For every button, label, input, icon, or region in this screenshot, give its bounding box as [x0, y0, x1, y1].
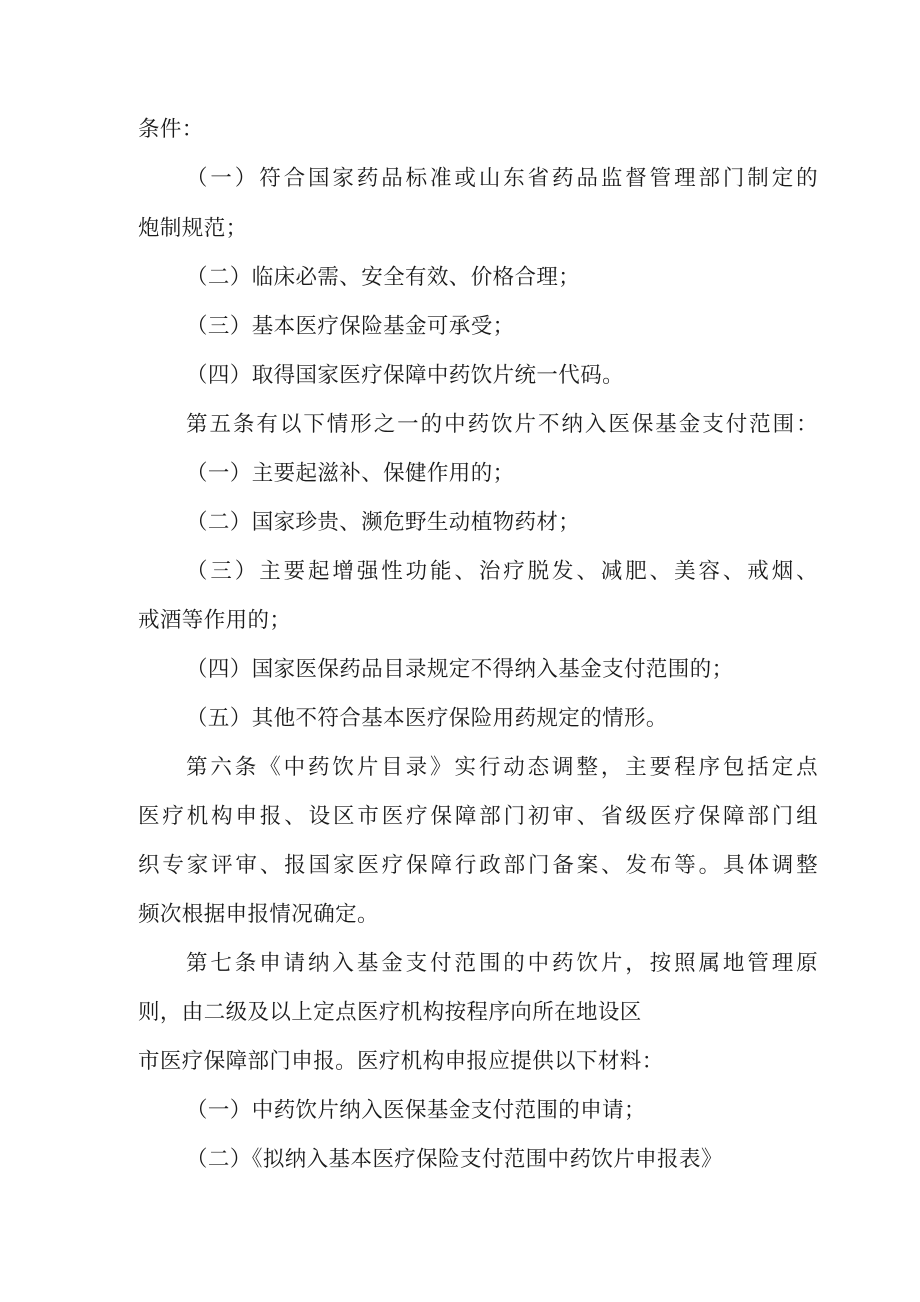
text-line-article-5: 第五条有以下情形之一的中药饮片不纳入医保基金支付范围： — [186, 412, 818, 437]
text-line-item-1-cont: 炮制规范； — [138, 216, 248, 241]
text-line-article-6-cont-3: 频次根据申报情况确定。 — [138, 902, 379, 927]
text-line-article-6-cont-2: 织专家评审、报国家医疗保障行政部门备案、发布等。具体调整 — [138, 853, 818, 878]
text-line-item-3: （三）基本医疗保险基金可承受； — [186, 314, 515, 339]
text-line-article-7-cont-1: 则，由二级及以上定点医疗机构按程序向所在地设区 — [138, 1000, 642, 1025]
text-line-material-2: （二）《拟纳入基本医疗保险支付范围中药饮片申报表》 — [186, 1147, 723, 1172]
text-line-excl-3: （三）主要起增强性功能、治疗脱发、减肥、美容、戒烟、 — [186, 559, 818, 584]
text-line-item-1: （一）符合国家药品标准或山东省药品监督管理部门制定的 — [186, 166, 818, 191]
text-line-item-2: （二）临床必需、安全有效、价格合理； — [186, 265, 581, 290]
text-line-excl-4: （四）国家医保药品目录规定不得纳入基金支付范围的； — [186, 657, 734, 682]
text-line-excl-3-cont: 戒酒等作用的； — [138, 608, 292, 633]
text-line-excl-5: （五）其他不符合基本医疗保险用药规定的情形。 — [186, 706, 668, 731]
text-line-article-7: 第七条申请纳入基金支付范围的中药饮片，按照属地管理原 — [186, 951, 818, 976]
text-line-excl-2: （二）国家珍贵、濒危野生动植物药材； — [186, 510, 581, 535]
text-line-article-7-cont-2: 市医疗保障部门申报。医疗机构申报应提供以下材料： — [138, 1049, 664, 1074]
text-line-article-6-cont-1: 医疗机构申报、设区市医疗保障部门初审、省级医疗保障部门组 — [138, 804, 818, 829]
text-line-item-4: （四）取得国家医疗保障中药饮片统一代码。 — [186, 363, 625, 388]
text-line-material-1: （一）中药饮片纳入医保基金支付范围的申请； — [186, 1098, 646, 1123]
text-line-excl-1: （一）主要起滋补、保健作用的； — [186, 461, 515, 486]
text-line-conditions: 条件： — [138, 117, 204, 142]
text-line-article-6: 第六条《中药饮片目录》实行动态调整，主要程序包括定点 — [186, 755, 818, 780]
